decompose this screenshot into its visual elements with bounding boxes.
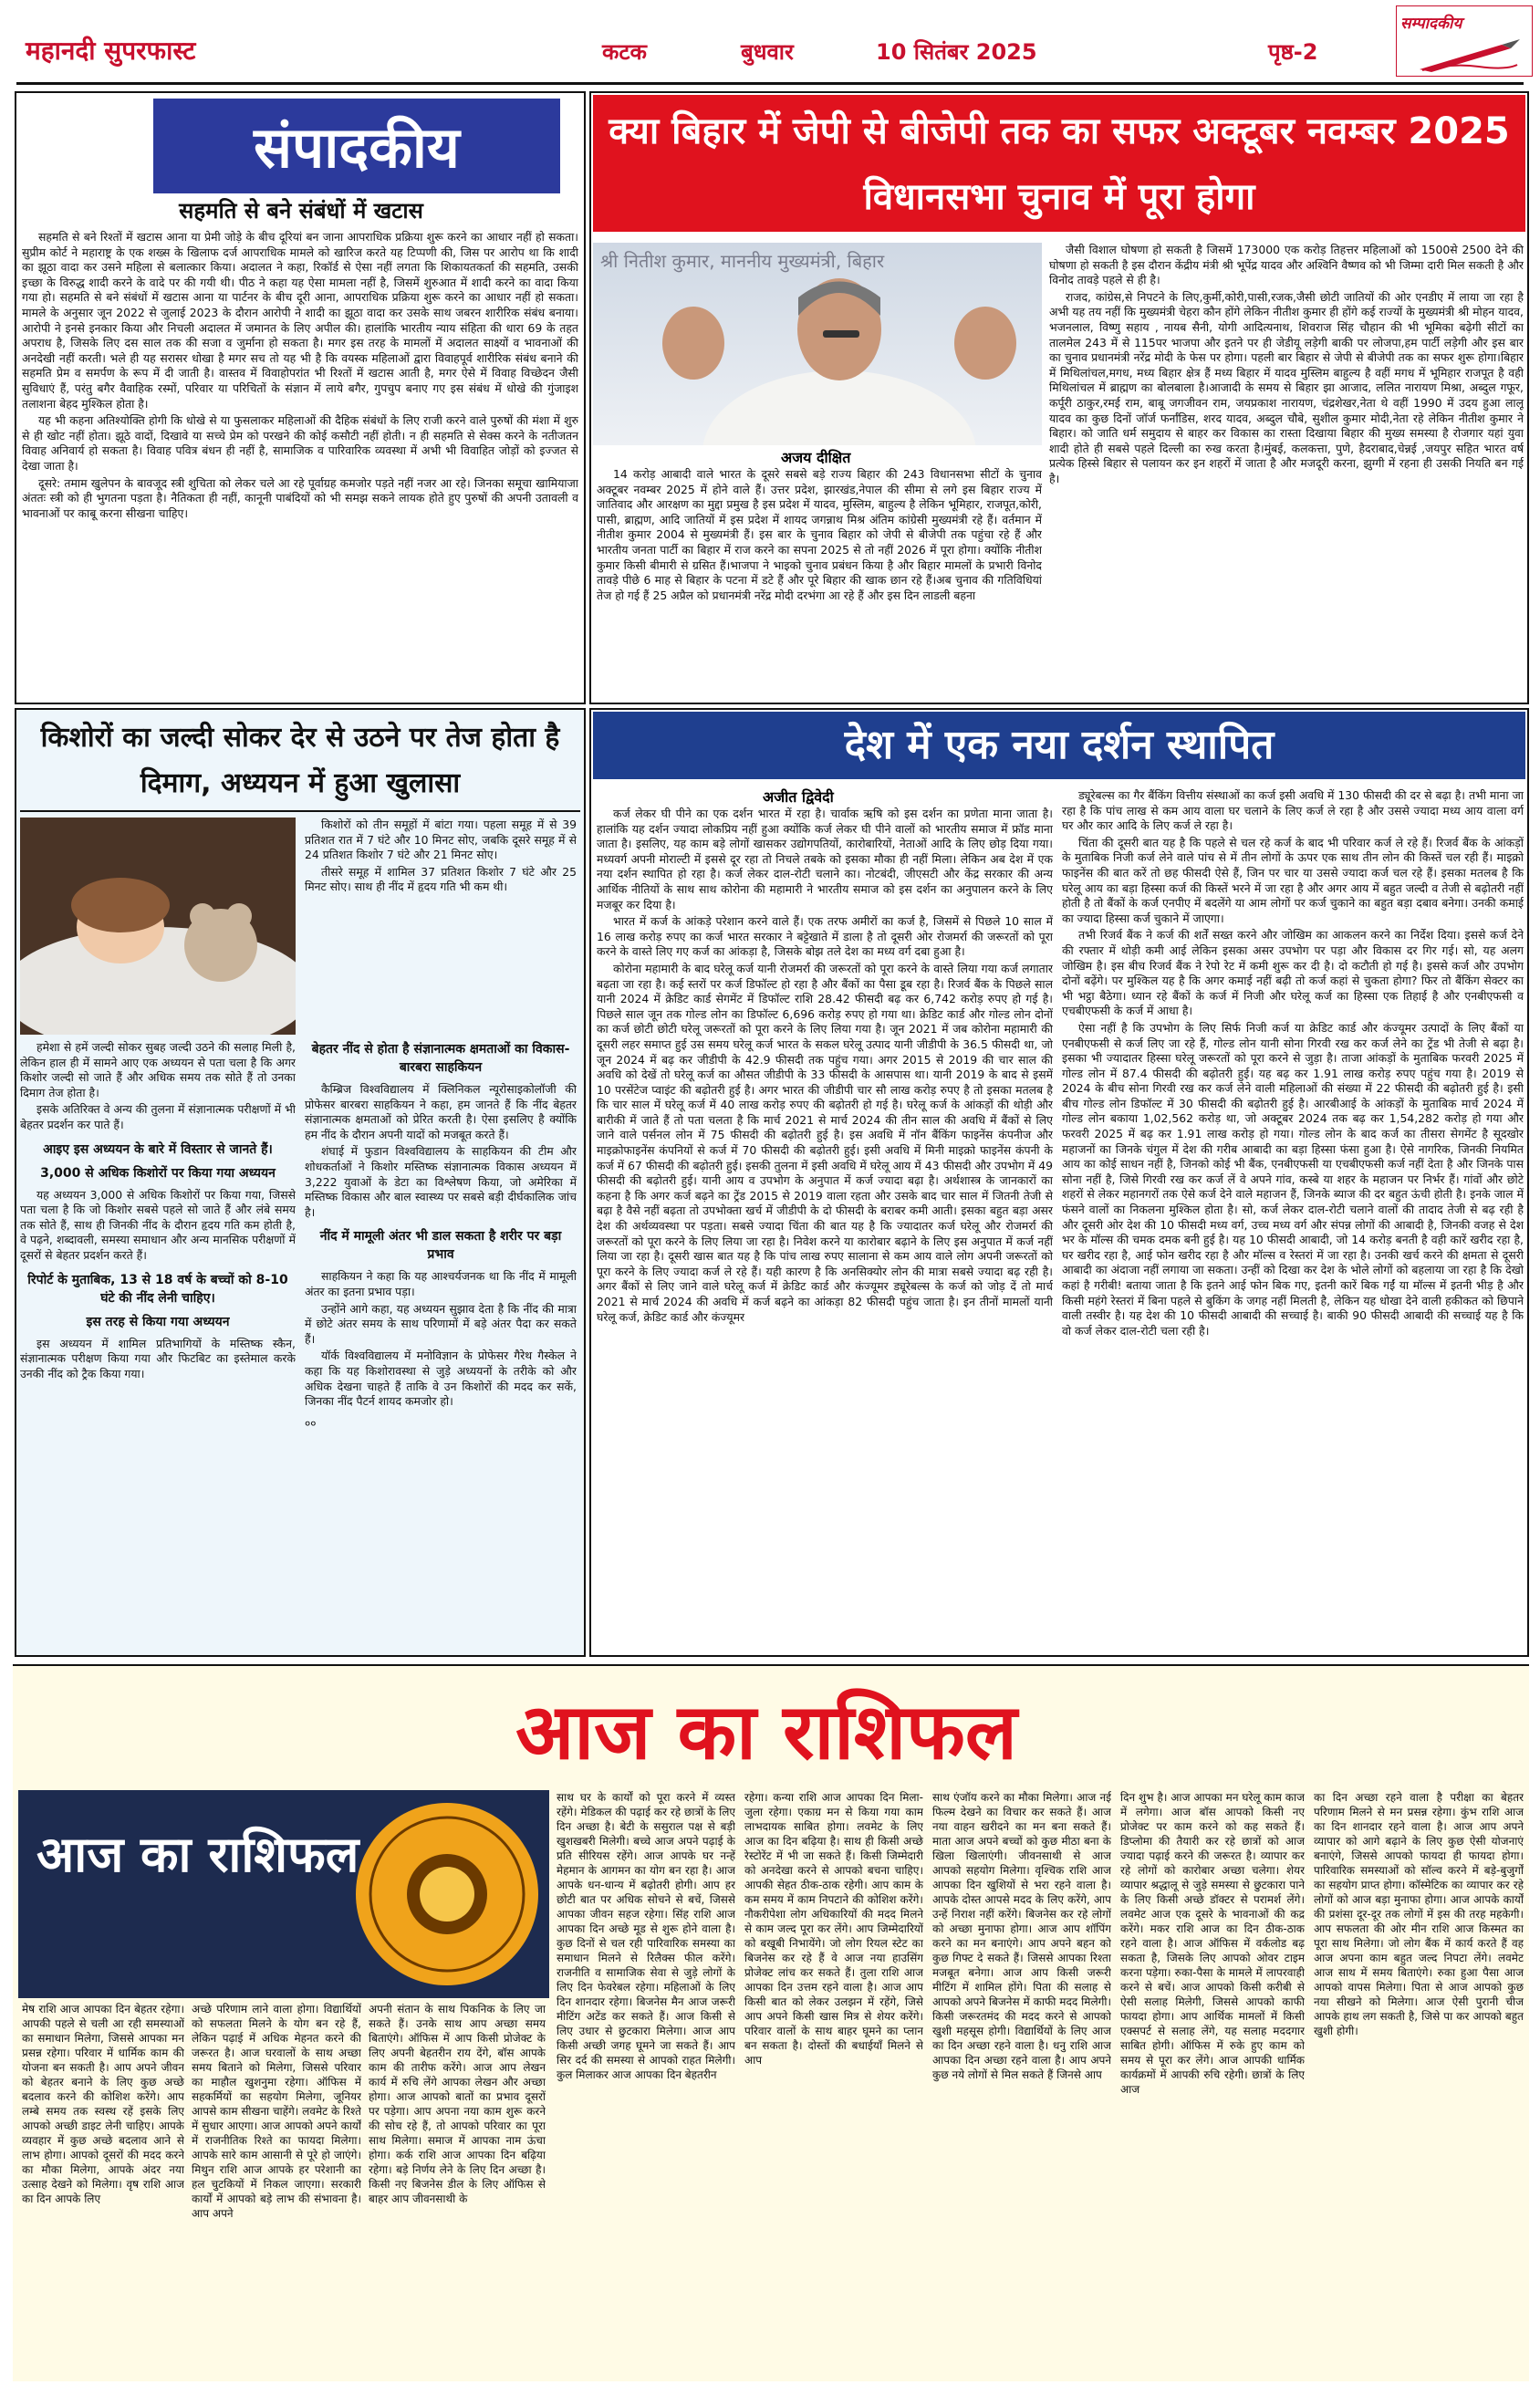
bihar-headline: क्या बिहार में जेपी से बीजेपी तक का सफर अक्टूबर नवम्बर 2025 विधानसभा चुनाव में पूरा होगा — [593, 95, 1525, 232]
paragraph: तभी रिजर्व बैंक ने कर्ज की शर्तें सख्त करने और जोखिम का आकलन करने का निर्देश दिया। इससे कर्ज देने की रफ्तार में थोड़ी कमी आई लेकिन इसका असर उपभोग पर पड़ा और विकास दर गिर गई। सो, यह अलग जोखिम है। इस बीच रिजर्व बैंक ने रेपो रेट में कमी शुरू कर दी है। दो कटौती हो गई है। इससे कर्ज और उपभोग दोनों बढ़ेंगे। पर मुश्किल यह है कि अगर कमाई नहीं बढ़ी तो कर्ज कहां से चुकता होगा? फिर तो बैंकिंग सेक्टर का भी भट्ठा बैठेगा। ध्यान रहे बैंकों के कर्ज में निजी और घरेलू कर्ज का हिस्सा एक तिहाई है और एनबीएफसी व एचबीएफसी के कर्ज में आधा है। — [1062, 928, 1524, 1018]
page-number: पृष्ठ-2 — [1268, 39, 1318, 65]
person-illustration-icon — [593, 243, 1042, 445]
darshan-body-left — [597, 807, 1053, 1651]
paragraph: दूसरे: तमाम खुलेपन के बावजूद स्त्री शुचिता को लेकर चले आ रहे पूर्वाग्रह कमजोर पड़ते नहीं नजर आ रहे। जिनका समूचा खामियाजा अंततः स्त्री को ही भुगतना पड़ता है। नैतिकता ही नहीं, कानूनी पाबंदियों को भी समझ सकने लायक होते हुए पुरुषों की अपनी उतावली व भावनाओं पर काबू करना सीखना चाहिए। — [22, 475, 578, 520]
paragraph: सहमति से बने रिश्तों में खटास आना या प्रेमी जोड़े के बीच दूरियां बन जाना आपराधिक प्रक्रिया शुरू करने का आधार नहीं हो सकता। सुप्रीम कोर्ट ने महाराष्ट्र के एक शख्स के खिलाफ दर्ज आपराधिक मामले को खारिज करते यह टिप्पणी की, जिस पर आरोप था कि शादी का झूठा वादा कर उसने महिला से बलात्कार किया। अदालत ने कहा, रिकॉर्ड से ऐसा नहीं लगता कि शिकायतकर्ता की सहमति, उसकी इच्छा के विरुद्ध शादी करने के वादे पर की गयी थी। पीठ ने कहा यह ऐसा मामला नहीं है, जिसमें शुरुआत में शादी करने का वादा किया गया हो। सहमति से बने संबंधों में खटास आना या पार्टनर के बीच दूरी आना, आपराधिक प्रक्रिया शुरू करने का आधार नहीं हो सकता। मामले के अनुसार जून 2022 से जुलाई 2023 के दौरान आरोपी ने शादी का झूठा वादा कर उसके साथ जबरन शारीरिक संबंध बनाया। आरोपी ने इनसे इनकार किया और निचली अदालत में जमानत के लिए अपील की। हालांकि भारतीय न्याय संहिता की धारा 69 के तहत अपराध है, जिसके लिए दस साल तक की सजा व जुर्माना हो सकता है। मगर इस तरह के मामलों में अदालत साक्ष्यों व भावनाओं की अनदेखी नहीं करती। भले ही यह सरासर धोखा है मगर सच तो यह भी है कि वयस्क महिलाओं द्वारा विवाहपूर्व शारीरिक संबंध बनाने की सहमति प्रेम व समर्पण के रूप में दी जाती है। वास्तव में विवाहोपरांत भी रिश्तों में खटास आती है, मगर ऐसे में विवाह विच्छेदन जैसी सुविधाएं हैं, परंतु बगैर वैवाहिक रस्मों, परिवार या परिचितों के संज्ञान में लाये बगैर, गुपचुप बनाए गए इस संबंध में धोखे की गुंजाइश तलाशना बेहद मुश्किल होता है। — [22, 230, 578, 411]
sleep-subhead-5: बेहतर नींद से होता है संज्ञानात्मक क्षमताओं का विकास- बारबरा साहकियन — [311, 1042, 570, 1075]
city: कटक — [602, 39, 647, 65]
paragraph: चिंता की दूसरी बात यह है कि पहले से चल रहे कर्ज के बाद भी परिवार कर्ज ले रहे हैं। रिजर्व बैंक के आंकड़ों के मुताबिक निजी कर्ज लेने वाले पांच से में तीन लोगों के ऊपर एक साथ तीन लोन की किस्तें चल रही हैं। माइक्रो फाइनेंस की बात करें तो छह फीसदी ऐसे हैं, जिन पर चार या उससे ज्यादा कर्ज चल रहे हैं। इसका मतलब है कि घरेलू आय का बड़ा हिस्सा कर्ज की किस्तें भरने में जा रहा है और अगर आय में बहुत जल्दी व तेजी से बढ़ोतरी नहीं होती है तो बैंकों के कर्ज एनपीए में बदलेंगे या आम लोगों पर कर्ज चुकाने का बहुत बड़ा दबाव बनेगा। उनकी कमाई का ज्यादा हिस्सा कर्ज चुकाने में जाएगा। — [1062, 835, 1524, 925]
paper-name: महानदी सुपरफास्ट — [26, 36, 196, 66]
paragraph: उन्होंने आगे कहा, यह अध्ययन सुझाव देता है कि नींद की मात्रा में छोटे अंतर समय के साथ परिणामों में बड़े अंतर पैदा कर सकते हैं। — [305, 1301, 577, 1346]
sleep-headline: किशोरों का जल्दी सोकर देर से उठने पर तेज होता है दिमाग, अध्ययन में हुआ खुलासा — [40, 722, 560, 799]
paragraph: तीसरे समूह में शामिल 37 प्रतिशत किशोर 7 घंटे और 25 मिनट सोए। साथ ही नींद में हृदय गति भी कम थी। — [305, 864, 577, 894]
rashifal-headline: आज का राशिफल — [515, 1687, 1017, 1776]
bihar-body-right — [1049, 243, 1524, 701]
paragraph: यॉर्क विश्वविद्यालय में मनोविज्ञान के प्रोफेसर गैरेथ गैस्केल ने कहा कि यह किशोरावस्था से जुड़े अध्ययनों के तरीके को और अधिक देखना चाहते हैं ताकि वे उन किशोरों की मदद कर सकें, जिनका नींद पैटर्न शायद कमजोर हो। — [305, 1349, 577, 1409]
bihar-byline: अजय दीक्षित — [781, 449, 851, 466]
masthead — [0, 0, 1540, 80]
sleep-subhead-1: आइए इस अध्ययन के बारे में विस्तार से जानते हैं। — [43, 1141, 273, 1157]
rashifal-image-text: आज का राशिफल — [36, 1826, 359, 1883]
paragraph: इस अध्ययन में शामिल प्रतिभागियों के मस्तिष्क स्कैन, संज्ञानात्मक परीक्षण किया गया और फिटबिट का इस्तेमाल करके उनकी नींद को ट्रैक किया गया। — [20, 1336, 296, 1380]
paragraph: यह अध्ययन 3,000 से अधिक किशोरों पर किया गया, जिससे पता चला है कि जो किशोर सबसे पहले सो जाते हैं और लंबे समय तक सोते हैं, साथ ही जिनकी नींद के दौरान हृदय गति कम होती है, वे पढ़ने, शब्दावली, समस्या समाधान और अन्य मानसिक परीक्षणों में दूसरों से बेहतर प्रदर्शन करते हैं। — [20, 1187, 296, 1262]
rashifal-col-6: साथ एंजॉय करने का मौका मिलेगा। आज नई फिल्म देखने का विचार कर सकते हैं। आज नया वाहन खरीदने का मन बना सकते हैं। माता आज अपने बच्चों को कुछ मीठा बना के खिला खिलाएंगी। जीवनसाथी से आज आपको सहयोग मिलेगा। वृश्चिक राशि आज आपका दिन खुशियों से भरा रहने वाला है। आपके दोस्त आपसे मदद के लिए करेंगे, आप उन्हें निराश नहीं करेंगे। बिजनेस कर रहे लोगों को अच्छा मुनाफा होगा। आज आप शॉपिंग करने का मन बनाएंगे। आप अपने बहन को कुछ गिफ्ट दे सकते हैं। जिससे आपका रिश्ता मजबूत बनेगा। आज आप किसी जरूरी मीटिंग में शामिल होंगे। पिता की सलाह से आपको अपने बिजनेस में काफी मदद मिलेगी। किसी जरूरतमंद की मदद करने से आपको खुशी महसूस होगी। विद्यार्थियों के लिए आज का दिन अच्छा रहने वाला है। धनु राशि आज आपका दिन अच्छा रहने वाला है। आप अपने कुछ नये लोगों से मिल सकते हैं जिनसे आप — [932, 1791, 1111, 2081]
sleep-subhead-2: 3,000 से अधिक किशोरों पर किया गया अध्ययन — [40, 1165, 276, 1181]
sleep-subhead-3: रिपोर्ट के मुताबिक, 13 से 18 वर्ष के बच्चों को 8-10 घंटे की नींद लेनी चाहिए। — [27, 1272, 288, 1306]
header-rule — [16, 82, 1524, 85]
nitish-photo — [593, 243, 1042, 445]
paragraph: इसके अतिरिक्त वे अन्य की तुलना में संज्ञानात्मक परीक्षणों में भी बेहतर प्रदर्शन कर पाते हैं। — [20, 1102, 296, 1131]
sleep-left-col — [20, 1040, 296, 1653]
pen-icon — [1415, 37, 1524, 74]
paragraph: 14 करोड़ आबादी वाले भारत के दूसरे सबसे बड़े राज्य बिहार की 243 विधानसभा सीटों के चुनाव अक्टूबर नवम्बर 2025 में होने वाले हैं। उत्तर प्रदेश, झारखंड,नेपाल की सीमा से लगे इस बिहार राज्य में जातिवाद और आरक्षण का मुद्दा प्रमुख है इस प्रदेश में यादव, मुस्लिम, बाहुल्य है लेकिन भूमिहार, राजपूत,कोरी, पासी, ब्राह्मण, आदि जातियों में इस प्रदेश में शायद जगन्नाथ मिश्र अंतिम कांग्रेसी मुख्यमंत्री रहे हैं। वर्तमान में नीतीश कुमार 2004 से मुख्यमंत्री हैं। इस बार के चुनाव बिहार को जेपी से बीजेपी तक पहुंचा रहे हैं और भारतीय जनता पार्टी का बिहार में राज करने का सपना 2025 से तो नहीं 2026 में पूरा होगा। क्योंकि नीतीश कुमार किसी बीमारी से ग्रसित हैं।भाजपा ने भाइको चुनाव प्रबंधन किया है और बिहार मामलों के प्रभारी विनोद तावड़े पीछे 6 माह से बिहार के पटना में डटे हैं और पूरे बिहार की खाक छान रहे हैं।अब चुनाव की गतिविधियां तेज हो गई हैं 25 अप्रैल को प्रधानमंत्री नरेंद्र मोदी दरभंगा आ रहे हैं और इस दिन लाडली बहना — [597, 467, 1042, 602]
rashifal-col-4: साथ घर के कार्यों को पूरा करने में व्यस्त रहेंगे। मेडिकल की पढ़ाई कर रहे छात्रों के लिए दिन अच्छा है। बेटी के ससुराल पक्ष से बड़ी खुशखबरी मिलेगी। बच्चे आज अपने पढ़ाई के प्रति सीरियस रहेंगे। आज आपके घर नन्हें मेहमान के आगमन का योग बन रहा है। आज आपके धन-धान्य में बढ़ोतरी होगी। आप हर छोटी बात पर अधिक सोचने से बचें, जिससे आपका जीवन सहज रहेगा। सिंह राशि आज आपका दिन अच्छे मूड से शुरू होने वाला है। कुछ दिनों से चल रही पारिवारिक समस्या का समाधान मिलने से रिलैक्स फील करेंगे। राजनीति व सामाजिक सेवा से जुड़े लोगों के लिए दिन फेवरेबल रहेगा। महिलाओं के लिए दिन शानदार रहेगा। बिजनेस मैन आज जरूरी मीटिंग अटेंड कर सकते हैं। आज किसी से लिए उधार से छुटकारा मिलेगा। आज आप किसी अच्छी जगह घूमने जा सकते हैं। आप सिर दर्द की समस्या से आपको राहत मिलेगी। कुल मिलाकर आज आपका दिन बेहतरीन — [557, 1791, 735, 2081]
end-mark: ०० — [305, 1416, 317, 1430]
zodiac-wheel-icon — [18, 1790, 549, 1998]
section-logo-text: सम्पादकीय — [1400, 15, 1462, 33]
paragraph: राजद, कांग्रेस,से निपटने के लिए,कुर्मी,कोरी,पासी,रजक,जैसी छोटी जातियों की ओर एनडीए में लाया जा रहा है अभी यह तय नहीं कि मुख्यमंत्री चेहरा कौन होंगे लेकिन नीतीश कुमार ही होंगे कई राज्यों के मुख्यमंत्री श्री मोहन यादव, भजनलाल, विष्णु सहाय , नायब सैनी, योगी आदित्यनाथ, शिवराज सिंह चौहान की भी भूमिका बढ़ेगी सीटों का तालमेल 243 में से 115पर भाजपा और इतने पर ही जेडीयू लड़ेगी बाकी पर लोजपा,हम पार्टी लड़ेगी और इस बार का चुनाव प्रधानमंत्री नरेंद्र मोदी के फेस पर होगा। पहली बार बिहार से जेपी से बीजेपी तक का सफर शुरू होगा।बिहार में मिथिलांचल,मगध, मध्य बिहार क्षेत्र हैं मध्य बिहार में यादव मुस्लिम बाहुल्य है वहीं मगध में भूमिहार राजपूत है वही मिथिलांचल में ब्राह्मण का बोलबाला है।आजादी के समय से बिहार झा आजाद, ललित नारायण मिश्रा, अब्दुल गफूर, कर्पूरी ठाकुर,रमई राम, बाबू जगजीवन राम, जयप्रकाश नारायण, चंद्रशेखर,नेता थे वहीं 1990 में उदय हुआ लालू यादव का कुछ दिनों जॉर्ज फर्नांडिस, शरद यादव, अब्दुल चौबे, सुशील कुमार मोदी,नेता रहे लेकिन नीतीश कुमार ने बिहार। को जाति धर्म समुदाय से बाहर कर विकास का रास्ता दिखाया बिहार की मुख्य समस्या है रोजगार यहां युवा शादी होते ही सबसे पहले दिल्ली का रुख करता है।मुंबई, कलकत्ता, पुणे, हैदराबाद,चेन्नई ,जयपुर सहित भारत वर्ष प्रत्येक हिस्से बिहार से पलायन कर इन शहरों में जाता है और मजदूरी करना, झुग्गी में रहना ही उसकी नियति बन गई है। — [1049, 289, 1524, 485]
paragraph: ड्यूरेबल्स का गैर बैंकिंग वित्तीय संस्थाओं का कर्ज इसी अवधि में 130 फीसदी की दर से बढ़ा है। तभी माना जा रहा है कि पांच लाख से कम आय वाला घर चलाने के लिए कर्ज ले रहा है और उससे ज्यादा मध्य आय वाला वर्ग घर और कार आदि के लिए कर्ज ले रहा है। — [1062, 788, 1524, 833]
paragraph: ऐसा नहीं है कि उपभोग के लिए सिर्फ निजी कर्ज या क्रेडिट कार्ड और कंज्यूमर उत्पादों के लिए बैंकों या एनबीएफसी से कर्ज लिए जा रहे हैं, गोल्ड लोन यानी सोना गिरवी रख कर कर्ज लेने का ट्रेंड भी तेजी से बढ़ा है। इसका भी ज्यादातर हिस्सा घरेलू जरूरतों को पूरा करने से जुड़ा है। ताजा आंकड़ों के मुताबिक फरवरी 2025 में गोल्ड लोन में 87.4 फीसदी की बढ़ोतरी हुई। यह बढ़ कर 1.91 लाख करोड़ रुपए पहुंच गया है। 2019 से 2024 के बीच सोना गिरवी रख कर कर्ज लेने वाली महिलाओं की संख्या में 22 फीसदी की बढ़ोतरी हुई है। इसी बीच गोल्ड लोन डिफॉल्ट में 30 फीसदी की बढ़ोतरी हुई है। आरबीआई के आंकड़ों के मुताबिक मार्च 2024 में गोल्ड लोन बकाया 1,02,562 करोड़ था, जो अक्टूबर 2024 तक बढ़ कर 1,54,282 करोड़ हो गया और फरवरी 2025 में बढ़ कर 1.91 लाख करोड़ हो गया। गोल्ड लोन के बाद कर्ज का तीसरा सेगमेंट है सूदखोर महाजनों का जिनके चंगुल में देश की गरीब आबादी का बड़ा हिस्सा फंसा हुआ है। ऐसे नागरिक, जिनकी नियमित आय का कोई साधन नहीं है, जिनको कोई भी बैंक, एनबीएफसी या एचबीएफसी कर्ज नहीं देता है और जिनके पास सोना नहीं है, जिसे गिरवी रख कर कर्ज लें वे अपने गांव, कस्बे या शहर के महाजन पर निर्भर हैं। गांवों और छोटे शहरों से लेकर महानगरों तक ऐसे कर्ज देने वाले महाजन हैं, जिनके ब्याज की दर बहुत ऊंची होती है। इनके जाल में फंसने वालों का निकलना मुश्किल होता है। सो, कर्ज लेकर दाल-रोटी चलाने वालों की तादाद तेजी से बढ़ रही है और दूसरी ओर देश की 10 फीसदी मध्य वर्ग, उच्च मध्य वर्ग और संपन्न लोगों की आबादी है, जिनकी वजह से देश भर के मॉल्स की चमक दमक बनी हुई है। यह 10 फीसदी आबादी, जो 14 करोड़ बनती है वही कारें खरीद रहा है, घर खरीद रहा है, आई फोन खरीद रहा है और मॉल्स व रेस्तरां में जा रहा है। उनकी खर्च करने की क्षमता से दूसरी आबादी का अंदाजा नहीं लगाया जा सकता। उन्हीं को दिखा कर देश के भोले लोगों को बहलाया जा रहा है कि देखो कहां है गरीबी! बताया जाता है कि इतने आई फोन बिक गए, इतनी कारें बिक गईं या मॉल्स में इतनी भीड़ है और किसी महंगे रेस्तरां में बिना पहले से बुकिंग के जगह नहीं मिलती है, लेकिन यह धोखा देने वाली हकीकत को छिपाने वाली तस्वीर है। यह देश की 10 फीसदी आबादी की सच्चाई है। बाकी 90 फीसदी आबादी की सच्चाई यह है कि वो कर्ज लेकर दाल-रोटी चला रही है। — [1062, 1020, 1524, 1338]
editorial-headline: सहमति से बने संबंधों में खटास — [179, 198, 423, 224]
paragraph: हमेशा से हमें जल्दी सोकर सुबह जल्दी उठने की सलाह मिली है, लेकिन हाल ही में सामने आए एक अध्ययन से पता चला है कि अगर किशोर जल्दी सो जाते हैं और अधिक समय तक सोते हैं तो उनका दिमाग तेज होता है। — [20, 1040, 296, 1099]
paragraph: शंघाई में फुडान विश्वविद्यालय के साहकियन की टीम और शोधकर्ताओं ने किशोर मस्तिष्क संज्ञानात्मक विकास अध्ययन में 3,222 युवाओं के डेटा का विश्लेषण किया, जो अमेरिका में मस्तिष्क विकास और बाल स्वास्थ्य पर सबसे बड़ी दीर्घकालिक जांच है। — [305, 1144, 577, 1219]
paragraph: जैसी विशाल घोषणा हो सकती है जिसमें 173000 एक करोड़ तिहत्तर महिलाओं को 1500से 2500 देने की घोषणा हो सकती है इस दौरान केंद्रीय मंत्री श्री भूपेंद्र यादव और अश्विनि वैष्णव को भी जिम्मा दारी मिल सकती है और विनोद तावड़े पहले से ही है। — [1049, 243, 1524, 287]
sleep-subhead-6: नींद में मामूली अंतर भी डाल सकता है शरीर पर बड़ा प्रभाव — [319, 1229, 562, 1263]
photo-caption: श्री नितीश कुमार, माननीय मुख्यमंत्री, बिहार — [600, 250, 885, 272]
editorial-section-title: संपादकीय — [153, 99, 560, 193]
rashifal-col-8: का दिन अच्छा रहने वाला है परीक्षा का बेहतर परिणाम मिलने से मन प्रसन्न रहेगा। कुंभ राशि आज का दिन शानदार रहने वाला है। आज आप अपने व्यापार को आगे बढ़ाने के लिए कुछ ऐसी योजनाएं बनाएंगे, जिससे आपको फायदा ही फायदा होगा। पारिवारिक समस्याओं को सॉल्व करने में बड़े-बुजुर्गों का सहयोग प्राप्त होगा। कॉस्मेटिक का व्यापार कर रहे लोगों को आज बड़ा मुनाफा होगा। आज आपके कार्यों की प्रशंसा दूर-दूर तक लोगों में इस की तरह महकेगी। आप सफलता की ओर मीन राशि आज किस्मत का पूरा साथ मिलेगा। जो लोग बैंक में कार्य करते हैं वह आज अपना काम बहुत जल्द निपटा लेंगे। लवमेट आज साथ में समय बिताएंगे। रुका हुआ पैसा आज आपको वापस मिलेगा। पिता से आज आपको कुछ नया सीखने को मिलेगा। आज ऐसी पुरानी चीज आपके हाथ लग सकती है, जिसे पा कर आपको बहुत खुशी होगी। — [1314, 1791, 1524, 2037]
paragraph: यह भी कहना अतिश्योक्ति होगी कि धोखे से या फुसलाकर महिलाओं की दैहिक संबंधों के लिए राजी करने वाले पुरुषों की मंशा में शुरु से ही खोट नहीं होता। झूठे वादों, दिखावे या सच्चे प्रेम को परखने की कोई कसौटी नहीं होती। न ही सहमति से सेक्स करने के नतीजतन विवाह अनिवार्य हो सकता है। विवाह पवित्र बंधन ही नहीं है, सामाजिक व पारिवारिक व्यवस्था में अभी भी विवाहित जोड़ों को इज्जत से देखा जाता है। — [22, 413, 578, 473]
rashifal-col-2: अच्छे परिणाम लाने वाला होगा। विद्यार्थियों को सफलता मिलने के योग बन रहे हैं, लेकिन पढ़ाई में अधिक मेहनत करने की जरूरत है। आज घरवालों के साथ अच्छा समय बिताने को मिलेगा, जिससे परिवार का माहौल खुशनुमा रहेगा। ऑफिस में सहकर्मियों का सहयोग मिलेगा, जूनियर आपसे काम सीखना चाहेंगे। लवमेट के रिश्ते में सुधार आएगा। आज आपको अपने कार्यों में राजनीतिक रिश्ते का फायदा मिलेगा। आपके सारे काम आसानी से पूरे हो जाएंगे। मिथुन राशि आज आपके हर परेशानी का हल चुटकियों में निकल जाएगा। सरकारी कार्यों में आपको बड़े लाभ की संभावना है। आप अपने — [192, 2003, 361, 2220]
sleep-subhead-4: इस तरह से किया गया अध्ययन — [86, 1314, 230, 1329]
date: 10 सितंबर 2025 — [876, 39, 1037, 65]
sleeping-child-photo — [20, 818, 296, 1035]
darshan-byline: अजीत द्विवेदी — [763, 788, 834, 806]
sleep-body-top-right — [305, 818, 577, 1035]
paragraph: किशोरों को तीन समूहों में बांटा गया। पहला समूह में से 39 प्रतिशत रात में 7 घंटे और 10 मिनट सोए, जबकि दूसरे समूह में से 24 प्रतिशत किशोर 7 घंटे और 21 मिनट सोए। — [305, 818, 577, 862]
rashifal-image — [18, 1790, 549, 1998]
day: बुधवार — [741, 39, 794, 65]
rashifal-col-3: अपनी संतान के साथ पिकनिक के लिए जा सकते हैं। उनके साथ आप अच्छा समय बिताएंगे। ऑफिस में आप किसी प्रोजेक्ट के लिए अपनी बेहतरीन राय देंगे, बॉस आपके काम की तारीफ करेंगे। आज आप लेखन कार्य में रुचि लेंगे आपका लेखन और अच्छा होगा। आज आपको बातों का प्रभाव दूसरों पर पड़ेगा। आप अपना नया काम शुरू करने की सोच रहे हैं, तो आपको परिवार का पूरा साथ मिलेगा। समाज में आपका नाम ऊंचा होगा। कर्क राशि आज आपका दिन बढ़िया रहेगा। बड़े निर्णय लेने के लिए दिन अच्छा है। किसी नए बिजनेस डील के लिए ऑफिस से बाहर आप जीवनसाथी के — [369, 2003, 546, 2205]
editorial-body — [22, 230, 578, 699]
sleep-right-col — [305, 1040, 577, 1653]
paragraph: कैम्ब्रिज विश्वविद्यालय में क्लिनिकल न्यूरोसाइकोलॉजी की प्रोफेसर बारबरा साहकियन ने कहा, हम जानते हैं कि नींद बेहतर संज्ञानात्मक क्षमताओं को प्रेरित करती है। ऐसा इसलिए है क्योंकि हम नींद के दौरान अपनी यादों को मजबूत करते हैं। — [305, 1082, 577, 1141]
paragraph: कर्ज लेकर घी पीने का एक दर्शन भारत में रहा है। चार्वाक ऋषि को इस दर्शन का प्रणेता माना जाता है। हालांकि यह दर्शन ज्यादा लोकप्रिय नहीं हुआ क्योंकि कर्ज लेकर घी पीने वालों को भारतीय समाज में फ्रॉड माना जाता है। इसलिए, यह काम बड़े लोगों खासकर उद्योगपतियों, कारोबारियों, नेताओं आदि के लिए छोड़ दिया गया। मध्यवर्ग अपनी मोराल्टी में इससे दूर रहा तो निचले तबके को इसका मौका ही नहीं मिला। लेकिन अब देश में एक नया दर्शन स्थापित हो रहा है। कर्ज लेकर दाल-रोटी चलाने का। नोटबंदी, जीएसटी और केंद्र सरकार की अन्य आर्थिक नीतियों के साथ साथ कोरोना की महामारी ने भारतीय समाज को इस दर्शन का अनुपालन करने के लिए मजबूर कर दिया है। — [597, 807, 1053, 911]
sleep-rule — [20, 810, 580, 812]
darshan-body-right — [1062, 788, 1524, 1651]
section-logo — [1396, 5, 1533, 77]
rashifal-col-1: मेष राशि आज आपका दिन बेहतर रहेगा। आपकी पहले से चली आ रही समस्याओं का समाधान मिलेगा, जिससे आपका मन प्रसन्न रहेगा। परिवार में धार्मिक काम की योजना बन सकती है। आप अपने जीवन को बेहतर बनाने के लिए कुछ अच्छे बदलाव करने की कोशिश करेंगे। आप लम्बे समय तक स्वस्थ रहें इसके लिए आपको अच्छी डाइट लेनी चाहिए। आपके व्यवहार में कुछ अच्छे बदलाव आने से लाभ होगा। आपको दूसरों की मदद करने का मौका मिलेगा, आपके अंदर नया उत्साह देखने को मिलेगा। वृष राशि आज का दिन आपके लिए — [22, 2003, 184, 2205]
rashifal-col-5: रहेगा। कन्या राशि आज आपका दिन मिला-जुला रहेगा। एकाग्र मन से किया गया काम लाभदायक साबित होगा। लवमेट के लिए आज का दिन बढ़िया है। साथ ही किसी अच्छे रेस्टोरेंट में भी जा सकते हैं। किसी जिम्मेदारी को अनदेखा करने से आपको बचना चाहिए। आपकी सेहत ठीक-ठाक रहेगी। आप काम के कम समय में काम निपटाने की कोशिश करेंगे। नौकरीपेशा लोग अधिकारियों की मदद मिलने से काम जल्द पूरा कर लेंगे। आप जिम्मेदारियों को बखूबी निभायेंगे। जो लोग रियल स्टेट का बिजनेस कर रहे हैं वे आज नया हाउसिंग प्रोजेक्ट लांच कर सकते हैं। तुला राशि आज आपका दिन उत्तम रहने वाला है। आज आप किसी बात को लेकर उलझन में रहेंगे, जिसे आप अपने किसी खास मित्र से शेयर करेंगे। परिवार वालों के साथ बाहर घूमने का प्लान बन सकता है। दोस्तों की बधाईयाँ मिलने से आप — [744, 1791, 923, 2067]
paragraph: कोरोना महामारी के बाद घरेलू कर्ज यानी रोजमर्रा की जरूरतों को पूरा करने के वास्ते लिया गया कर्ज लगातार बढ़ता जा रहा है। कई स्तरों पर कर्ज डिफॉल्ट हो रहा है और बैंकों का पैसा डूब रहा है। रिजर्व बैंक के पिछले साल यानी 2024 में क्रेडिट कार्ड सेगमेंट में डिफॉल्ट राशि 28.42 फीसदी बढ़ कर 6,742 करोड़ रुपए हो गई है। पिछले साल जून तक गोल्ड लोन का डिफॉल्ट 6,696 करोड़ रुपए हो गया था। क्रेडिट कार्ड और गोल्ड लोन दोनों का कर्ज छोटी छोटी घरेलू जरूरतों को पूरा करने के लिए लिया गया है। जून 2021 में जब कोरोना महामारी की दूसरी लहर समाप्त हुई उस समय घरेलू कर्ज भारत के सकल घरेलू उत्पाद यानी जीडीपी के 36.5 फीसदी था, जो जून 2024 में बढ़ कर जीडीपी के 42.9 फीसदी तक पहुंच गया। अगर 2015 से 2019 की चार साल की अवधि को देखें तो घरेलू कर्ज का औसत जीडीपी के 33 फीसदी के आसपास था। यानी 2019 के बाद से इसमें 10 परसेंटेज प्वाइंट की बढ़ोतरी हुई है। अगर भारत की जीडीपी चार सौ लाख करोड़ रुपए है तो इसका मतलब है कि चार साल में घरेलू कर्ज में 40 लाख करोड़ रुपए की बढ़ोतरी हो गई है। घरेलू कर्ज के आंकड़ों की थोड़ी और बारीकी में जाते हैं तो पता चलता है कि मार्च 2021 से मार्च 2024 की तीन साल की अवधि में बैंकों से लिए जाने वाले पर्सनल लोन में 75 फीसदी की बढ़ोतरी हुई है। इस अवधि में नॉन बैंकिंग फाइनेंस कंपनीज और माइक्रोफाइनेंस कंपनियों से कर्ज में 70 फीसदी की बढ़ोतरी हुई। इसी अवधि में मिनी माइक्रो फाइनेंस कंपनी के कर्ज में 67 फीसदी की बढ़ोतरी हुई। इसकी तुलना में इसी अवधि में घरेलू आय में 43 फीसदी और उपभोग में 49 फीसदी की बढ़ोतरी हुई। यानी आय व उपभोग के अनुपात में कर्ज ज्यादा बढ़ा है। अर्थशास्त्र के जानकारों का कहना है कि अगर कर्ज बढ़ने का ट्रेंड 2015 से 2019 वाला रहता और उसके बाद चार साल में जितनी तेजी से बढ़ा है वैसे नहीं बढ़ता तो उपभोक्ता खर्च में जीडीपी के दो फीसदी के बराबर कमी आती। इसका बहुत बड़ा असर देश की अर्थव्यवस्था पर पड़ता। सबसे ज्यादा चिंता की बात यह है कि ज्यादातर कर्ज घरेलू और रोजमर्रा की जरूरतों को पूरा करने के लिए लिया जा रहा है। निवेश करने या कारोबार बढ़ाने के लिए इस अनुपात में कर्ज नहीं लिया जा रहा है। दूसरी खास बात यह है कि पांच लाख रुपए सालाना से कम आय वाले लोग अपनी जरूरतों को पूरा करने के लिए ज्यादा कर्ज ले रहे हैं। यही कारण है कि अनसिक्योर लोन की मात्रा सबसे ज्यादा बढ़ रही है। अगर बैंकों से लिए जाने वाले घरेलू कर्ज में क्रेडिट कार्ड और कंज्यूमर ड्यूरेबल्स के कर्ज को जोड़ दें तो मार्च 2021 से मार्च 2024 की अवधि में कर्ज बढ़ने का आंकड़ा 82 फीसदी पहुंच जाता है। इन तीनों मामलों यानी घरेलू कर्ज, क्रेडिट कार्ड और कंज्यूमर — [597, 961, 1053, 1324]
darshan-headline: देश में एक नया दर्शन स्थापित — [593, 712, 1525, 779]
sleeping-child-icon — [20, 818, 296, 1035]
paragraph: साहकियन ने कहा कि यह आश्चर्यजनक था कि नींद में मामूली अंतर का इतना प्रभाव पड़ा। — [305, 1269, 577, 1298]
paragraph: भारत में कर्ज के आंकड़े परेशान करने वाले हैं। एक तरफ अमीरों का कर्ज है, जिसमें से पिछले 10 साल में 16 लाख करोड़ रुपए का कर्ज भारत सरकार ने बट्टेखाते में डाला है तो दूसरी ओर रोजमर्रा की जरूरतों को पूरा करने के वास्ते लिए गए कर्ज का आंकड़ा है, जिसके बोझ तले देश का मध्य वर्ग दबा हुआ है। — [597, 914, 1053, 959]
bihar-body-left — [597, 467, 1042, 701]
rashifal-col-7: दिन शुभ है। आज आपका मन घरेलू काम काज में लगेगा। आज बॉस आपको किसी नए प्रोजेक्ट पर काम करने को कह सकते हैं। डिप्लोमा की तैयारी कर रहे छात्रों को आज ज्यादा पढ़ाई करने की जरूरत है। व्यापार कर रहे लोगों को कारोबार अच्छा चलेगा। शेयर व्यापार श्रद्धालू से जुड़े समस्या से छुटकारा पाने के लिए किसी अच्छे डॉक्टर से परामर्श लेंगे। लवमेट आज एक दूसरे के भावनाओं की कद्र करेंगे। मकर राशि आज का दिन ठीक-ठाक रहने वाला है। आज ऑफिस में वर्कलोड बढ़ सकता है, जिसके लिए आपको ओवर टाइम करना पड़ेगा। रुका-पैसा के मामले में लापरवाही करने से बचें। आज आपको किसी करीबी से ऐसी सलाह मिलेगी, जिससे आपको काफी फायदा होगा। आप आर्थिक मामलों में किसी एक्सपर्ट से सलाह लेंगे, यह सलाह मददगार साबित होगी। ऑफिस में रुके हुए काम को समय से पूरा कर लेंगे। आज आपकी धार्मिक कार्यक्रमों में आपकी रुचि रहेगी। छात्रों के लिए आज — [1120, 1791, 1305, 2096]
